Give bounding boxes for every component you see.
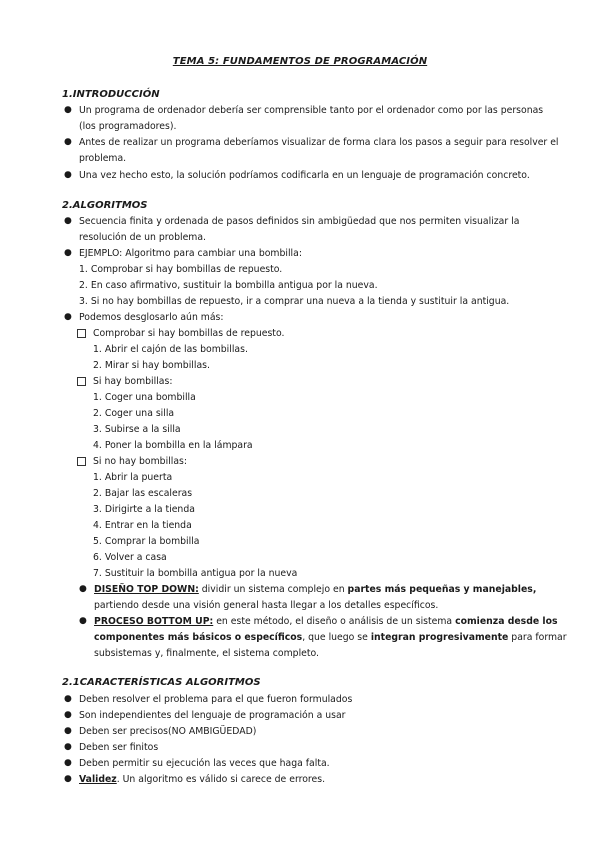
checklist-step: 3. Dirigirte a la tienda (93, 504, 195, 515)
checklist-step: 4. Entrar en la tienda (93, 520, 192, 531)
bullet-icon: ● (64, 105, 72, 115)
bullet-icon: ● (79, 584, 87, 594)
text-span: dividir un sistema complejo en (198, 584, 348, 595)
top-down-line (94, 584, 536, 596)
checklist-label: Si no hay bombillas: (93, 456, 187, 467)
bottom-up-line (94, 616, 558, 628)
text-line: Secuencia finita y ordenada de pasos definidos sin ambigüedad que nos permiten visualizar la (79, 216, 520, 227)
checklist-step: 5. Comprar la bombilla (93, 536, 200, 547)
bold-span: componentes más básicos o específicos (94, 632, 303, 643)
checklist-step: 2. Mirar si hay bombillas. (93, 360, 210, 371)
checklist-label: Comprobar si hay bombillas de repuesto. (93, 328, 285, 339)
checkbox-icon[interactable] (77, 377, 86, 386)
example-step: 3. Si no hay bombillas de repuesto, ir a comprar una nueva a la tienda y sustituir la antigua. (79, 296, 510, 307)
bullet-icon: ● (64, 774, 72, 784)
list-item (79, 774, 325, 786)
bullet-icon: ● (64, 170, 72, 180)
checklist-step: 1. Abrir el cajón de las bombillas. (93, 344, 248, 355)
text-line: EJEMPLO: Algoritmo para cambiar una bombilla: (79, 248, 302, 259)
example-step: 2. En caso afirmativo, sustituir la bombilla antigua por la nueva. (79, 280, 378, 291)
text-line: subsistemas y, finalmente, el sistema completo. (94, 648, 319, 659)
text-span: para formar (508, 632, 567, 643)
bottom-up-line-2 (94, 632, 567, 644)
bold-span: comienza desde los (455, 616, 558, 627)
list-item: Son independientes del lenguaje de programación a usar (79, 710, 346, 721)
bullet-icon: ● (64, 726, 72, 736)
text-line: (los programadores). (79, 121, 177, 132)
bullet-icon: ● (64, 742, 72, 752)
example-step: 1. Comprobar si hay bombillas de repuesto. (79, 264, 283, 275)
validez-term: Validez (79, 774, 117, 785)
section-heading-introduccion: 1.INTRODUCCIÓN (62, 89, 160, 100)
text-line: Un programa de ordenador debería ser comprensible tanto por el ordenador como por las personas (79, 105, 544, 116)
top-down-term: DISEÑO TOP DOWN: (94, 584, 199, 595)
text-line: Antes de realizar un programa deberíamos visualizar de forma clara los pasos a seguir para resolver el (79, 137, 559, 148)
checklist-label: Si hay bombillas: (93, 376, 173, 387)
checklist-step: 7. Sustituir la bombilla antigua por la nueva (93, 568, 298, 579)
bullet-icon: ● (64, 216, 72, 226)
checklist-step: 2. Coger una silla (93, 408, 175, 419)
text-line: problema. (79, 153, 127, 164)
checkbox-icon[interactable] (77, 329, 86, 338)
checklist-step: 1. Coger una bombilla (93, 392, 196, 403)
text-span: . Un algoritmo es válido si carece de errores. (116, 774, 326, 785)
bullet-icon: ● (64, 248, 72, 258)
bullet-icon: ● (79, 616, 87, 626)
bullet-icon: ● (64, 312, 72, 322)
text-span: en este método, el diseño o análisis de un sistema (213, 616, 456, 627)
bottom-up-term: PROCESO BOTTOM UP: (94, 616, 214, 627)
checklist-step: 3. Subirse a la silla (93, 424, 181, 435)
checklist-step: 2. Bajar las escaleras (93, 488, 193, 499)
text-line: Podemos desglosarlo aún más: (79, 312, 224, 323)
list-item: Deben resolver el problema para el que fueron formulados (79, 694, 353, 705)
section-heading-caracteristicas: 2.1CARACTERÍSTICAS ALGORITMOS (62, 677, 261, 688)
bullet-icon: ● (64, 694, 72, 704)
text-line: Una vez hecho esto, la solución podríamos codificarla en un lenguaje de programación concreto. (79, 170, 530, 181)
checkbox-icon[interactable] (77, 457, 86, 466)
list-item: Deben ser finitos (79, 742, 159, 753)
section-heading-algoritmos: 2.ALGORITMOS (62, 200, 148, 211)
checklist-step: 1. Abrir la puerta (93, 472, 173, 483)
list-item: Deben permitir su ejecución las veces que haga falta. (79, 758, 330, 769)
page-title: TEMA 5: FUNDAMENTOS DE PROGRAMACIÓN (172, 56, 428, 67)
text-span: , que luego se (302, 632, 371, 643)
bullet-icon: ● (64, 758, 72, 768)
text-line: partiendo desde una visión general hasta llegar a los detalles específicos. (94, 600, 439, 611)
bullet-icon: ● (64, 710, 72, 720)
bold-span: integran progresivamente (370, 632, 509, 643)
text-line: resolución de un problema. (79, 232, 207, 243)
checklist-step: 4. Poner la bombilla en la lámpara (93, 440, 253, 451)
bullet-icon: ● (64, 137, 72, 147)
list-item: Deben ser precisos(NO AMBIGÜEDAD) (79, 726, 257, 737)
checklist-step: 6. Volver a casa (93, 552, 167, 563)
bold-span: partes más pequeñas y manejables, (347, 584, 537, 595)
